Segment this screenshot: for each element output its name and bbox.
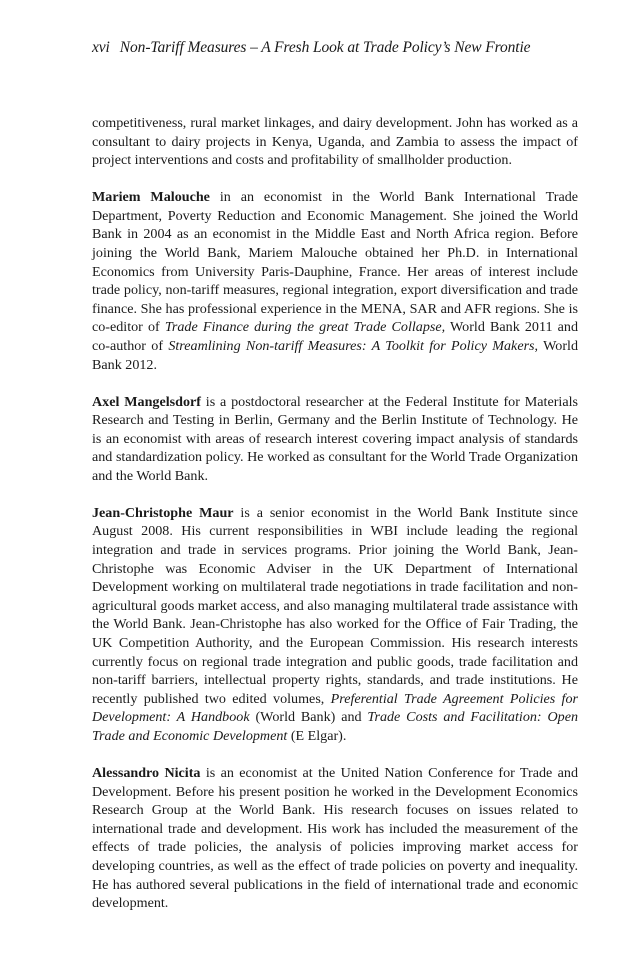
bio-paragraph (92, 393, 578, 486)
contributor-name: Mariem Malouche (92, 189, 210, 206)
book-page (92, 38, 578, 931)
running-head (92, 38, 578, 58)
contributor-bios (92, 114, 578, 913)
bio-text: World Bank 2011 and co-author of (92, 319, 578, 354)
bio-paragraph (92, 114, 578, 170)
bio-text: in an economist in the World Bank International Trade Department, Poverty Reduction and Economic Management. She joined the World Bank in 2004 as an economist in the Middle East and North Africa region. Before joining the World Bank, Mariem Malouche obtained her Ph.D. in International Economics from University Paris-Dauphine, France. Her areas of interest include trade policy, non-tariff measures, regional integration, export diversification and trade finance. She has professional experience in the MENA, SAR and AFR regions. She is co-editor of (92, 189, 578, 336)
page-number: xvi (92, 39, 110, 56)
bio-text: (World Bank) and (249, 709, 368, 726)
publication-title: Preferential Trade Agreement Policies for Development: A Handbook (92, 690, 578, 726)
bio-text: is a senior economist in the World Bank Institute since August 2008. His current responsibilities in WBI include leading the regional integration and trade in services programs. Prior joining the World Bank, Jean-Christophe was Economic Adviser in the UK Department of International Development working on multilateral trade negotiations in trade facilitation and non-agricultural goods market access, and also managing multilateral trade assistance with the World Bank. Jean-Christophe has also worked for the Office of Fair Trading, the UK Competition Authority, and the European Commission. His research interests currently focus on regional trade integration and public goods, trade facilitation and non-tariff barriers, intellectual property rights, standards, and trade institutions. He recently published two edited volumes, (92, 504, 578, 707)
bio-text: (E Elgar). (287, 727, 347, 744)
publication-title: Trade Costs and Facilitation: Open Trade and Economic Development (92, 709, 578, 744)
bio-text: is an economist at the United Nation Conference for Trade and Development. Before his present position he worked in the Development Economics Research Group at the World Bank. His research focuses on issues related to international trade and development. His work has included the measurement of the effects of trade policies, the analysis of policies improving market access for developing countries, as well as the effect of trade policies on poverty and inequality. He has authored several publications in the field of international trade and economic development. (92, 764, 579, 912)
publication-title: Trade Finance during the great Trade Collapse, (164, 319, 446, 336)
bio-paragraph (92, 188, 578, 374)
bio-paragraph (92, 764, 578, 913)
running-title: Non-Tariff Measures – A Fresh Look at Trade Policy’s New Frontie (119, 39, 531, 56)
contributor-name: Alessandro Nicita (92, 764, 201, 781)
bio-text: , World Bank 2012. (92, 337, 578, 373)
contributor-name: Jean-Christophe Maur (92, 504, 234, 521)
bio-text: is a postdoctoral researcher at the Federal Institute for Materials Research and Testing in Berlin, Germany and the Berlin Institute of Technology. He is an economist with areas of research interest covering impact analysis of standards and standardization policy. He worked as consultant for the World Trade Organization and the World Bank. (92, 393, 578, 484)
contributor-name: Axel Mangelsdorf (92, 393, 201, 410)
bio-text: competitiveness, rural market linkages, and dairy development. John has worked as a consultant to dairy projects in Kenya, Uganda, and Zambia to assess the impact of project interventions and costs and profitability of smallholder production. (92, 115, 578, 169)
publication-title: Streamlining Non-tariff Measures: A Toolkit for Policy Makers (168, 337, 535, 354)
bio-paragraph (92, 504, 578, 746)
